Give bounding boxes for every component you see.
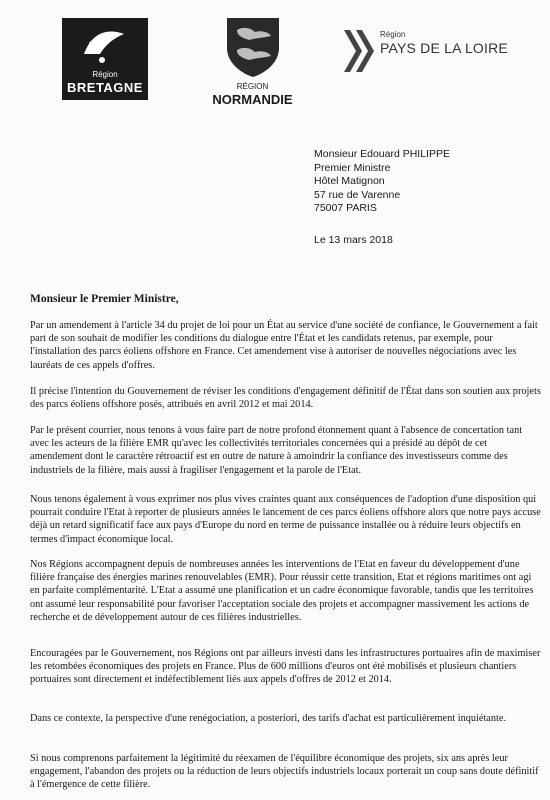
recipient-name: Monsieur Edouard PHILIPPE (314, 148, 450, 160)
pdl-logo-line1: Région (380, 30, 406, 39)
paragraph-1: Par un amendement à l'article 34 du projet de loi pour un État au service d'une société de confiance, le Gouvernement a fait part de son souhait de modifier les conditions du dialogue entre l'État et les candidats retenus, par exemple, pour l'installation des parcs éoliens offshore en France. Cet amendement vise à autoriser de nouvelles négociations avec les lauréats de ces appels d'offres. (30, 320, 538, 371)
letter-date: Le 13 mars 2018 (314, 234, 393, 246)
paragraph-5: Nos Régions accompagnent depuis de nombreuses années les interventions de l'Etat en faveur du développement d'une filière française des énergies marines renouvelables (EMR). Pour réussir cette transition, Etat et régions maritimes ont agi en parfaite complémentarité. L'Etat a assumé une planification et un cadre économique favorable, tandis que les territoires ont assumé leur responsabilité pour favoriser l'acceptation sociale des projets et accompagner massivement les actions de recherche et de développement autour de ces filières industrielles. (30, 559, 534, 623)
region-normandie-logo (205, 16, 300, 108)
paragraph-7: Dans ce contexte, la perspective d'une renégociation, a posteriori, des tarifs d'achat est particulièrement inquiétante. (30, 713, 507, 724)
normandie-logo-line2: NORMANDIE (212, 92, 293, 107)
paragraph-3: Par le présent courrier, nous tenons à vous faire part de notre profond étonnement quant à l'absence de concertation tant avec les acteurs de la filière EMR qu'avec les collectivités territoriales concernées qui a présidé au dépôt de cet amendement dont le caractère rétroactif est en outre de nature à amoindrir la confiance des investisseurs comme des industriels de la filière, mais aussi à fragiliser l'engagement et la parole de l'Etat. (30, 425, 523, 476)
paragraph-8: Si nous comprenons parfaitement la légitimité du réexamen de l'équilibre économique des projets, six ans après leur engagement, l'abandon des projets ou la réduction de leurs objectifs industriels locaux porterait un coup sans doute définitif à l'émergence de cette filière. (30, 753, 539, 791)
recipient-address (314, 148, 450, 216)
region-bretagne-logo (62, 18, 148, 100)
salutation: Monsieur le Premier Ministre, (30, 293, 179, 305)
bretagne-logo-line1: Région (92, 70, 118, 79)
ermine-icon (78, 24, 132, 68)
chevrons-icon (340, 28, 376, 74)
pdl-logo-line2: PAYS DE LA LOIRE (380, 40, 508, 56)
paragraph-4: Nous tenons également à vous exprimer nos plus vives craintes quant aux conséquences de l'adoption d'une disposition qui pourrait conduire l'Etat à reporter de plusieurs années le lancement de ces parcs éoliens offshore alors que notre pays accuse déjà un retard significatif face aux pays d'Europe du nord en terme de puissance installée ou à réduire leurs objectifs en termes d'impact économique local. (30, 494, 541, 545)
lions-shield-icon (225, 16, 281, 78)
paragraph-2: Il précise l'intention du Gouvernement de réviser les conditions d'engagement définitif de l'État dans son soutien aux projets des parcs éoliens offshore posés, attribués en avril 2012 et mai 2014. (30, 386, 541, 411)
region-pays-de-la-loire-logo (340, 24, 515, 80)
normandie-logo-line1: RÉGION (236, 82, 269, 91)
paragraph-6: Encouragées par le Gouvernement, nos Régions ont par ailleurs investi dans les infrastructures portuaires afin de maximiser les retombées économiques des projets en France. Plus de 600 millions d'euros ont été mobilisés et plusieurs chantiers portuaires sont directement et indéfectiblement liés aux appels d'offres de 2012 et 2014. (30, 648, 541, 686)
recipient-title: Premier Ministre (314, 161, 391, 174)
bretagne-logo-line2: BRETAGNE (67, 80, 143, 95)
recipient-street: 57 rue de Varenne (314, 188, 401, 201)
recipient-office: Hôtel Matignon (314, 175, 385, 188)
recipient-city: 75007 PARIS (314, 202, 377, 215)
